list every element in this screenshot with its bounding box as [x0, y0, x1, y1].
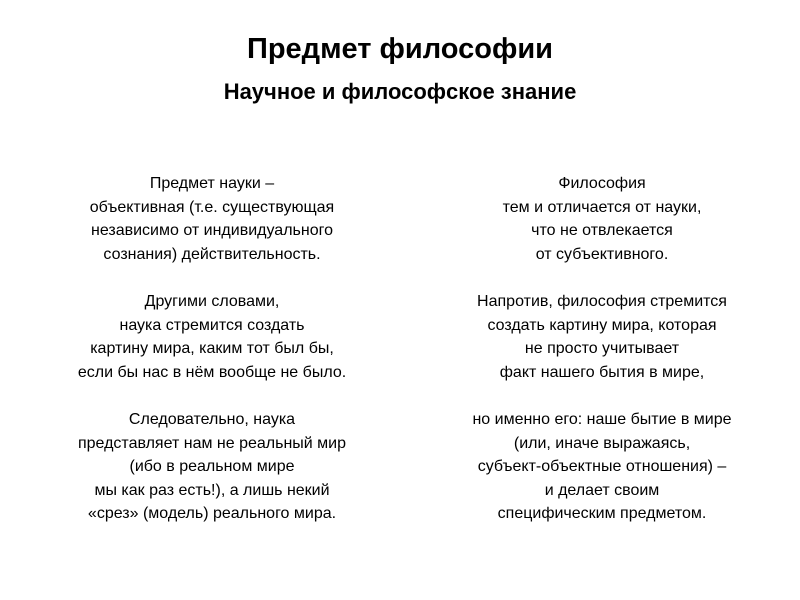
- science-line: мы как раз есть!), а лишь некий: [94, 481, 330, 499]
- science-line: Предмет науки –: [149, 175, 275, 192]
- paragraph-gap: [22, 266, 402, 290]
- paragraph-gap: [22, 384, 402, 408]
- philosophy-column: [412, 172, 792, 526]
- slide-subtitle: Научное и философское знание: [223, 79, 577, 104]
- science-line: «срез» (модель) реального мира.: [87, 505, 337, 523]
- philosophy-line: Напротив, философия стремится: [477, 292, 727, 310]
- philosophy-line: что не отвлекается: [531, 222, 673, 240]
- philosophy-line: но именно его: наше бытие в мире: [472, 410, 732, 428]
- philosophy-line: тем и отличается от науки,: [502, 198, 702, 216]
- science-line: (ибо в реальном мире: [129, 458, 295, 476]
- philosophy-line: от субъективного.: [535, 245, 669, 263]
- science-column: [22, 172, 402, 526]
- philosophy-line: факт нашего бытия в мире,: [499, 363, 705, 381]
- philosophy-line: создать картину мира, которая: [487, 316, 717, 334]
- slide-title: Предмет философии: [246, 33, 553, 65]
- philosophy-line: не просто учитывает: [524, 340, 680, 358]
- philosophy-line: и делает своим: [544, 481, 660, 499]
- philosophy-line: (или, иначе выражаясь,: [513, 434, 691, 452]
- science-line: картину мира, каким тот был бы,: [90, 340, 334, 358]
- science-line: Другими словами,: [144, 292, 280, 310]
- philosophy-line: специфическим предметом.: [497, 505, 707, 523]
- science-line: объективная (т.е. существующая: [89, 198, 335, 216]
- science-line: наука стремится создать: [119, 316, 305, 334]
- science-line: представляет нам не реальный мир: [77, 434, 347, 452]
- paragraph-gap: [412, 266, 792, 290]
- science-line: если бы нас в нём вообще не было.: [77, 363, 347, 381]
- philosophy-line: Философия: [558, 175, 646, 192]
- philosophy-line: субъект-объектные отношения) –: [477, 458, 727, 476]
- science-line: Следовательно, наука: [128, 410, 296, 428]
- science-line: сознания) действительность.: [103, 245, 321, 263]
- science-line: независимо от индивидуального: [91, 222, 333, 240]
- paragraph-gap: [412, 384, 792, 408]
